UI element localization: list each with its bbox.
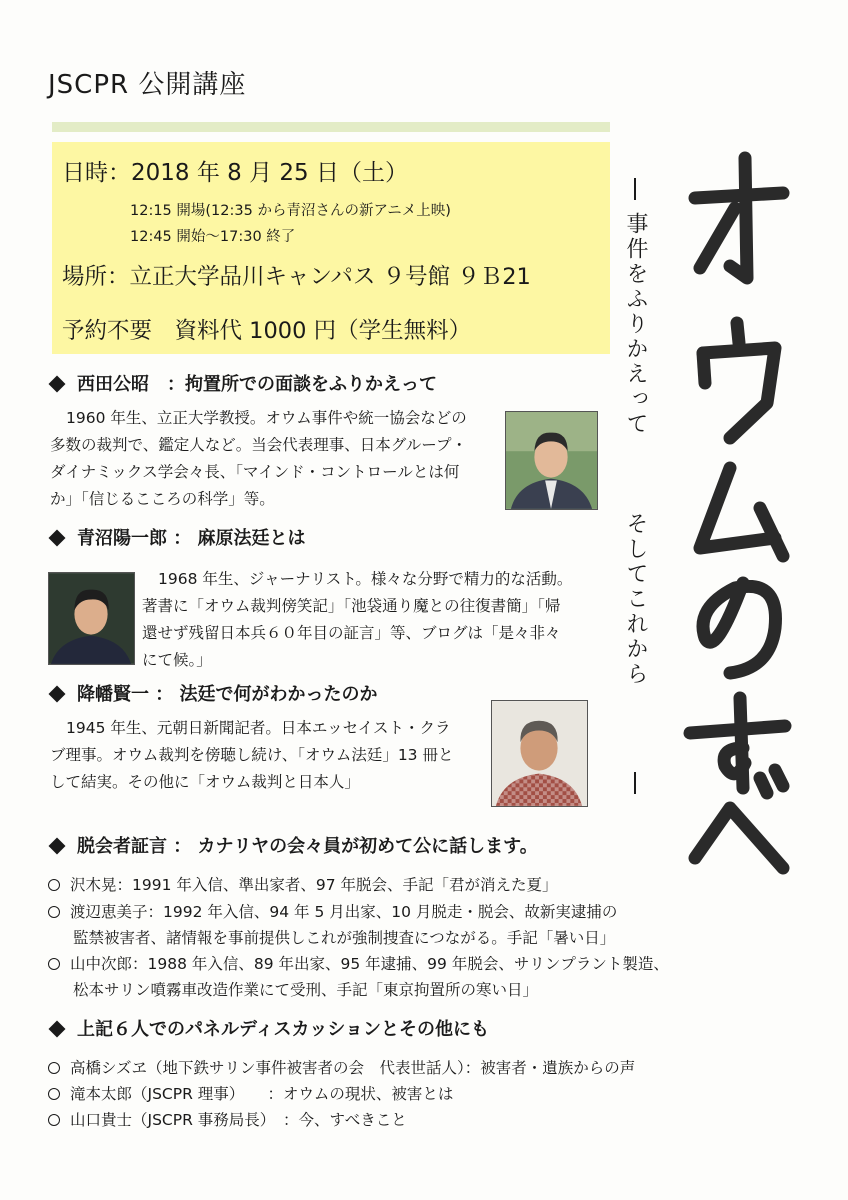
panel-item-2: 滝本太郎（JSCPR 理事） ：オウムの現状、被害とは [48,1082,453,1104]
calligraphy-title [675,138,800,883]
speaker-1-heading: 西田公昭 ：拘置所での面談をふりかえって [48,370,437,396]
event-open-time: 12:15 開場(12:35 から青沼さんの新アニメ上映) [130,203,451,219]
circle-bullet-icon [48,958,60,970]
title-sub-1: 事件をふりかえって [623,212,648,437]
event-datetime: 日時：2018 年 8 月 25 日（土） [62,160,408,186]
circle-bullet-icon [48,1088,60,1100]
speaker-3-photo [491,700,588,807]
speaker-2-heading: 青沼陽一郎 ： 麻原法廷とは [48,524,306,550]
testimony-item-1: 沢木晃：1991 年入信、準出家者、97 年脱会、手記「君が消えた夏」 [48,873,558,895]
speaker-2-bio: 1968 年生、ジャーナリスト。様々な分野で精力的な活動。 著書に「オウム裁判傍笑記」「池袋通り魔との往復書簡」「帰 還せず残留日本兵６０年目の証言」等、ブログは「是々非々 にて候。」 [142,570,573,669]
circle-bullet-icon [48,906,60,918]
panel-heading: 上記６人でのパネルディスカッションとその他にも [48,1015,489,1041]
panel-item-1: 高橋シズヱ（地下鉄サリン事件被害者の会 代表世話人）：被害者・遺族からの声 [48,1056,635,1078]
event-fee: 予約不要 資料代 1000 円（学生無料） [62,318,472,344]
title-dash-bottom [634,772,636,794]
header-divider [52,122,610,132]
header-title: JSCPR 公開講座 [48,70,247,100]
calligraphy-title-art [675,138,800,883]
title-dash-top [634,178,636,200]
circle-bullet-icon [48,1114,60,1126]
testimony-heading: 脱会者証言 ： カナリヤの会々員が初めて公に話します。 [48,832,538,858]
testimony-item-2: 渡辺恵美子：1992 年入信、94 年 5 月出家、10 月脱走・脱会、故新実逮捕の [48,900,617,922]
speaker-1-bio: 1960 年生、立正大学教授。オウム事件や統一協会などの 多数の裁判で、鑑定人など。当会代表理事、日本グループ・ ダイナミックス学会々長、「マインド・コントロールとは何 か」「信じるこころの科学」等。 [50,409,467,508]
testimony-item-3: 山中次郎：1988 年入信、89 年出家、95 年逮捕、99 年脱会、サリンプラント製造、 [48,952,669,974]
testimony-item-2-cont: 監禁被害者、諸情報を事前提供しこれが強制捜査につながる。手記「暑い日」 [73,929,616,947]
diamond-bullet-icon [49,686,66,703]
title-sub-2: そしてこれから [623,512,648,687]
diamond-bullet-icon [49,530,66,547]
event-place: 場所：立正大学品川キャンパス ９号館 ９Ｂ21 [62,264,531,290]
panel-item-3: 山口貴士（JSCPR 事務局長） ：今、すべきこと [48,1108,407,1130]
diamond-bullet-icon [49,376,66,393]
testimony-item-3-cont: 松本サリン噴霧車改造作業にて受刑、手記「東京拘置所の寒い日」 [73,981,539,999]
diamond-bullet-icon [49,838,66,855]
speaker-1-photo [505,411,598,510]
speaker-3-heading: 降幡賢一 ： 法廷で何がわかったのか [48,680,378,706]
speaker-3-bio: 1945 年生、元朝日新聞記者。日本エッセイスト・クラ ブ理事。オウム裁判を傍聴し続け、「オウム法廷」13 冊と して結実。その他に「オウム裁判と日本人」 [50,719,454,791]
circle-bullet-icon [48,879,60,891]
event-info-box [52,142,610,354]
event-start-end-time: 12:45 開始～17:30 終了 [130,229,296,245]
diamond-bullet-icon [49,1021,66,1038]
speaker-2-photo [48,572,135,665]
circle-bullet-icon [48,1062,60,1074]
